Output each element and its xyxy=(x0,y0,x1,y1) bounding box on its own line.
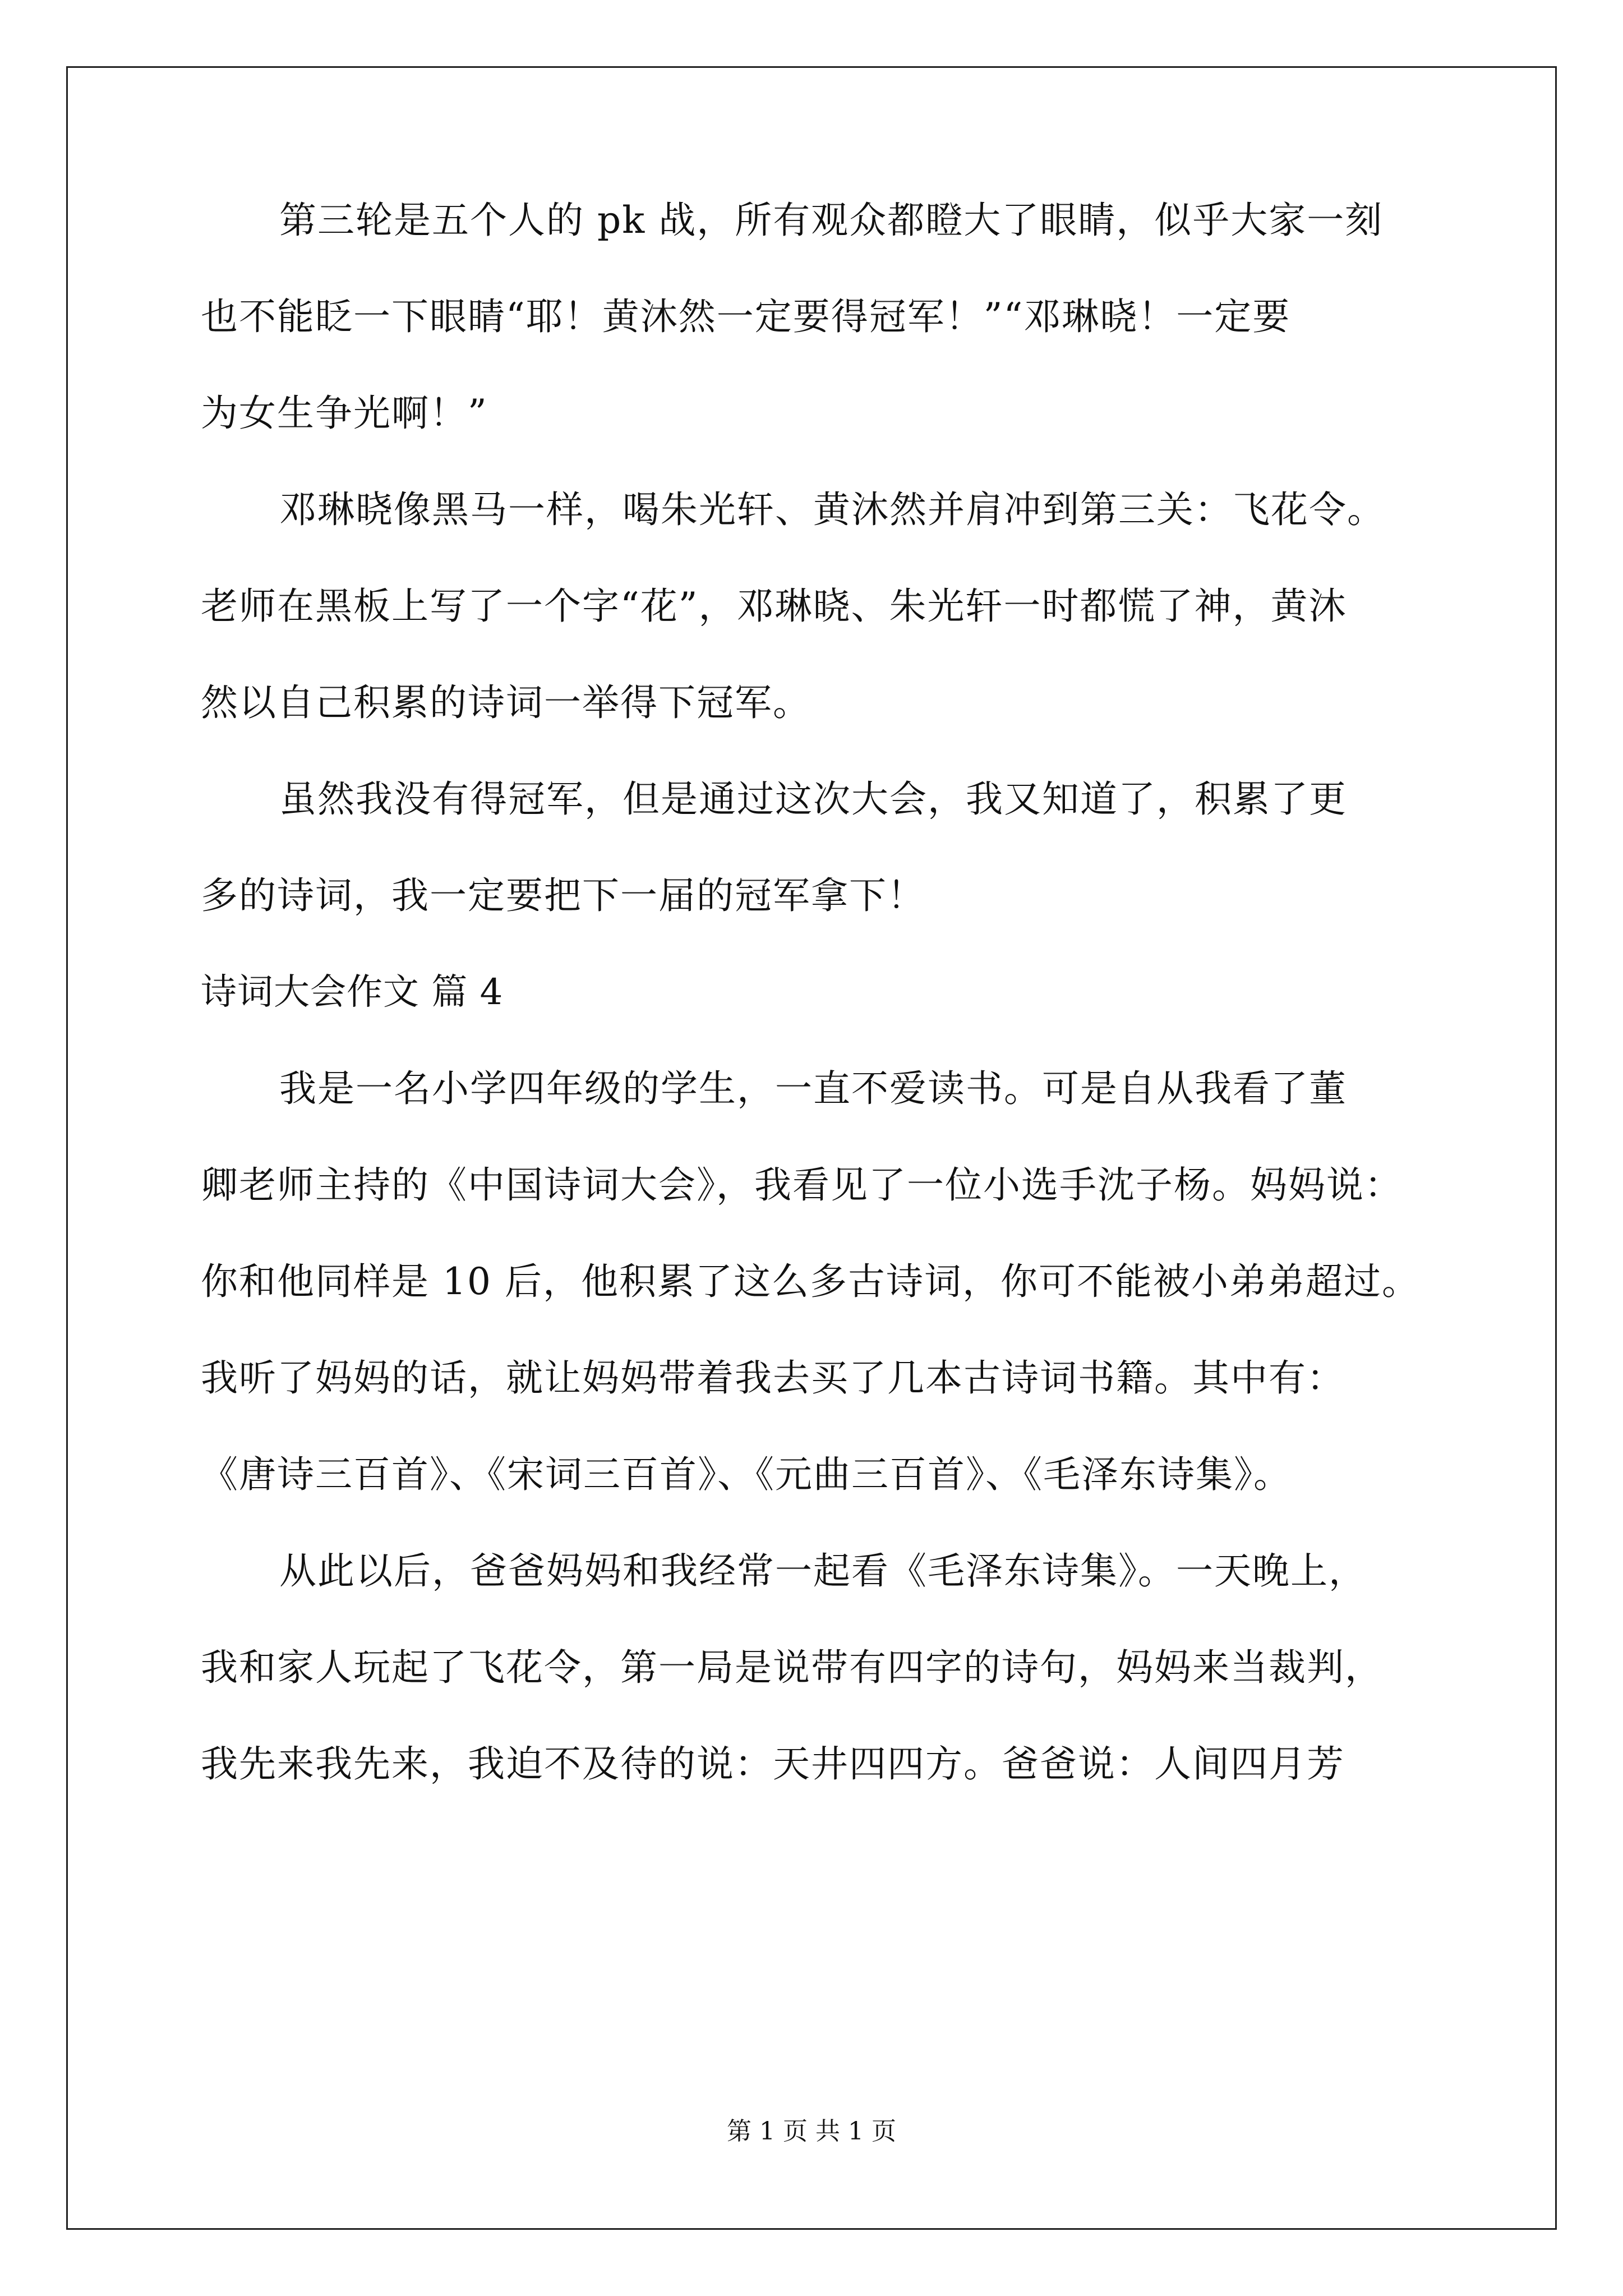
paragraph-line: 为女生争光啊！” xyxy=(201,392,488,435)
paragraph-line: 邓琳晓像黑马一样，喝朱光轩、黄沐然并肩冲到第三关：飞花令。 xyxy=(279,488,1385,531)
paragraph-line: 我是一名小学四年级的学生，一直不爱读书。可是自从我看了董 xyxy=(279,1067,1347,1110)
paragraph-line: 我和家人玩起了飞花令，第一局是说带有四字的诗句，妈妈来当裁判， xyxy=(201,1646,1383,1689)
paragraph-line: 从此以后，爸爸妈妈和我经常一起看《毛泽东诗集》。一天晚上， xyxy=(279,1549,1367,1593)
paragraph-line: 老师在黑板上写了一个字“花”，邓琳晓、朱光轩一时都慌了神，黄沐 xyxy=(201,585,1347,628)
paragraph-line: 多的诗词，我一定要把下一届的冠军拿下！ xyxy=(201,874,925,917)
paragraph-line: 虽然我没有得冠军，但是通过这次大会，我又知道了，积累了更 xyxy=(279,777,1347,821)
paragraph-line: 也不能眨一下眼睛“耶！黄沐然一定要得冠军！”“邓琳晓！一定要 xyxy=(201,295,1291,338)
paragraph-line: 卿老师主持的《中国诗词大会》，我看见了一位小选手沈子杨。妈妈说： xyxy=(201,1163,1403,1207)
paragraph-line: 第三轮是五个人的 pk 战，所有观众都瞪大了眼睛，似乎大家一刻 xyxy=(279,199,1384,242)
paragraph-line: 《唐诗三百首》、《宋词三百首》、《元曲三百首》、《毛泽东诗集》。 xyxy=(201,1453,1292,1496)
paragraph-line: 我先来我先来，我迫不及待的说：天井四四方。爸爸说：人间四月芳 xyxy=(201,1742,1345,1786)
section-heading: 诗词大会作文 篇 4 xyxy=(201,972,504,1013)
document-body xyxy=(201,199,1435,1842)
paragraph-line: 然以自己积累的诗词一举得下冠军。 xyxy=(201,681,811,724)
paragraph-line: 你和他同样是 10 后，他积累了这么多古诗词，你可不能被小弟弟超过。 xyxy=(201,1260,1420,1303)
paragraph-line: 我听了妈妈的话，就让妈妈带着我去买了几本古诗词书籍。其中有： xyxy=(201,1356,1345,1400)
page-number-footer: 第 1 页 共 1 页 xyxy=(727,2117,896,2146)
